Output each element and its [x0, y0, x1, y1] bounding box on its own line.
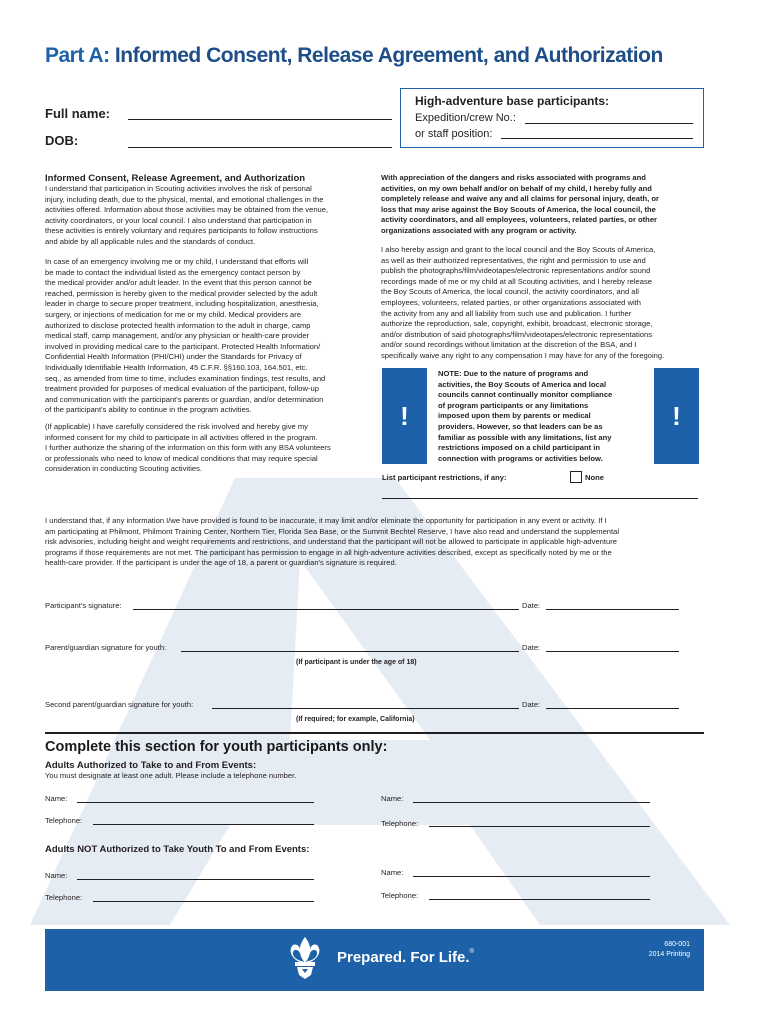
not-authorized-name-2-label: Name: [381, 868, 404, 877]
footer-form-code: 680-001 2014 Printing [648, 941, 690, 958]
warning-left-icon: ! [382, 368, 427, 464]
expedition-label: Expedition/crew No.: [415, 112, 516, 124]
not-authorized-telephone-1-label: Telephone: [45, 893, 83, 902]
second-parent-signature-label: Second parent/guardian signature for youth: [45, 700, 194, 709]
footer-slogan: Prepared. For Life.® [337, 949, 474, 966]
high-adventure-box [400, 88, 704, 148]
consent-paragraph-2: In case of an emergency involving me or my child, I understand that efforts will be made to contact the individual listed as the emergency contact person by the medical provider and/or adult leader. In the event that this person cannot be reached, permission is hereby given to the medical provider selected by the adult leader in charge to secure proper treatment, including hospitalization, anesthesia, surgery, or injections of medication for me or my child. Medical providers are authorized to disclose protected health information to the adult in charge, camp medical staff, camp management, and/or any physician or health-care provider involved in providing medical care to the participant. Protected Health Information/ Confidential Health Information (PHI/CHI) under the Standards for Privacy of Individually Identifiable Health Information, 45 C.F.R. §§160.103, 164.501, etc. seq., as amended from time to time, includes examination findings, test results, and treatment provided for purposes of medical evaluation of the participant, follow-up and communication with the participant's parents or guardian, and/or determination of the participant's ability to continue in the program activities. [45, 257, 326, 415]
note-paragraph: NOTE: Due to the nature of programs and activities, the Boy Scouts of America and local councils cannot continually monitor compliance of program participants or any limitations imposed upon them by parents or medical providers. However, so that leaders can be as familiar as possible with any limitations, list any restrictions imposed on a child participant in connection with programs or activities below. [438, 369, 613, 463]
staff-position-label: or staff position: [415, 128, 493, 140]
full-name-label: Full name: [45, 106, 111, 121]
consent-paragraph-1: I understand that participation in Scouting activities involves the risk of personal injury, including death, due to the physical, mental, and emotional challenges in the activities offered. Information about those activities may be obtained from the venue, activity coordinators, or your local council. I also understand that participation in these activities is entirely voluntary and requires participants to follow instructions and abide by all applicable rules and the standards of conduct. [45, 184, 329, 246]
second-parent-date-field[interactable] [546, 708, 679, 709]
parent-signature-note: (If participant is under the age of 18) [296, 659, 417, 666]
second-parent-signature-note: (If required; for example, California) [296, 716, 415, 723]
footer-bar [45, 929, 704, 991]
dob-label: DOB: [45, 133, 79, 148]
authorized-subtext: You must designate at least one adult. Please include a telephone number. [45, 771, 297, 780]
not-authorized-name-1-field[interactable] [77, 879, 314, 880]
not-authorized-heading: Adults NOT Authorized to Take Youth To and From Events: [45, 844, 310, 855]
participant-date-label: Date: [522, 601, 541, 610]
participant-signature-label: Participant's signature: [45, 601, 122, 610]
consent-heading: Informed Consent, Release Agreement, and Authorization [45, 173, 306, 184]
media-release-paragraph: I also hereby assign and grant to the local council and the Boy Scouts of America, as well as their authorized representatives, the right and permission to use and publish the photographs/film/videotapes/electronic representations and/or sound recordings made of me or my child at all Scouting activities, and I hereby release the Boy Scouts of America, the local council, the activity coordinators, and all employees, volunteers, related parties, or other organizations associated with the activity from any and all liability from such use and publication. I further authorize the reproduction, sale, copyright, exhibit, broadcast, electronic storage, and/or distribution of said photographs/film/videotapes/electronic representations and/or sound recordings without limitation at the discretion of the BSA, and I specifically waive any right to any compensation I may have for any of the foregoing. [381, 245, 665, 360]
page-title: Part A: Informed Consent, Release Agreement, and Authorization [45, 44, 663, 67]
participant-signature-field[interactable] [133, 609, 519, 610]
restrictions-field[interactable] [382, 498, 698, 499]
none-checkbox[interactable] [570, 471, 582, 483]
authorized-telephone-2-label: Telephone: [381, 819, 419, 828]
second-parent-date-label: Date: [522, 700, 541, 709]
expedition-field[interactable] [525, 123, 693, 124]
authorized-name-1-field[interactable] [77, 802, 314, 803]
not-authorized-name-2-field[interactable] [413, 876, 650, 877]
authorized-telephone-1-field[interactable] [93, 824, 314, 825]
authorized-name-2-field[interactable] [413, 802, 650, 803]
participant-date-field[interactable] [546, 609, 679, 610]
not-authorized-telephone-2-label: Telephone: [381, 891, 419, 900]
authorized-telephone-2-field[interactable] [429, 826, 650, 827]
high-adventure-heading: High-adventure base participants: [415, 94, 610, 108]
authorized-telephone-1-label: Telephone: [45, 816, 83, 825]
authorized-name-1-label: Name: [45, 794, 68, 803]
second-parent-signature-field[interactable] [212, 708, 519, 709]
consent-paragraph-3: (If applicable) I have carefully considered the risk involved and hereby give my informed consent for my child to participate in all activities offered in the program. I further authorize the sharing of the information on this form with any BSA volunteers or professionals who need to know of medical conditions that may require special consideration in conducting Scouting activities. [45, 422, 331, 474]
accuracy-paragraph: I understand that, if any information I/we have provided is found to be inaccurate, it may limit and/or eliminate the opportunity for participation in any event or activity. If I am participating at Philmont, Philmont Training Center, Northern Tier, Florida Sea Base, or the Summit Bechtel Reserve, I have also read and understand the supplemental risk advisories, including height and weight requirements and restrictions, and understand that the participant will not be allowed to participate in applicable high-adventure programs if those requirements are not met. The participant has permission to engage in all high-adventure activities described, except as specifically noted by me or the health-care provider. If the participant is under the age of 18, a parent or guardian's signature is required. [45, 516, 620, 568]
restrictions-label: List participant restrictions, if any: [382, 473, 507, 482]
warning-right-icon: ! [654, 368, 699, 464]
not-authorized-name-1-label: Name: [45, 871, 68, 880]
authorized-heading: Adults Authorized to Take to and From Events: [45, 760, 257, 771]
youth-section-heading: Complete this section for youth participants only: [45, 739, 388, 755]
full-name-field[interactable] [128, 119, 392, 120]
parent-signature-field[interactable] [181, 651, 519, 652]
not-authorized-telephone-1-field[interactable] [93, 901, 314, 902]
parent-date-label: Date: [522, 643, 541, 652]
not-authorized-telephone-2-field[interactable] [429, 899, 650, 900]
parent-date-field[interactable] [546, 651, 679, 652]
release-paragraph: With appreciation of the dangers and risks associated with programs and activities, on my own behalf and/or on behalf of my child, I hereby fully and completely release and waive any and all claims for personal injury, death, or loss that may arise against the Boy Scouts of America, the local council, the activity coordinators, and all employees, volunteers, related parties, or other organizations associated with any program or activity. [381, 173, 659, 235]
none-label: None [585, 473, 604, 482]
section-divider [45, 732, 704, 734]
authorized-name-2-label: Name: [381, 794, 404, 803]
dob-field[interactable] [128, 147, 392, 148]
fleur-de-lis-icon [283, 935, 327, 981]
staff-position-field[interactable] [501, 138, 693, 139]
parent-signature-label: Parent/guardian signature for youth: [45, 643, 167, 652]
